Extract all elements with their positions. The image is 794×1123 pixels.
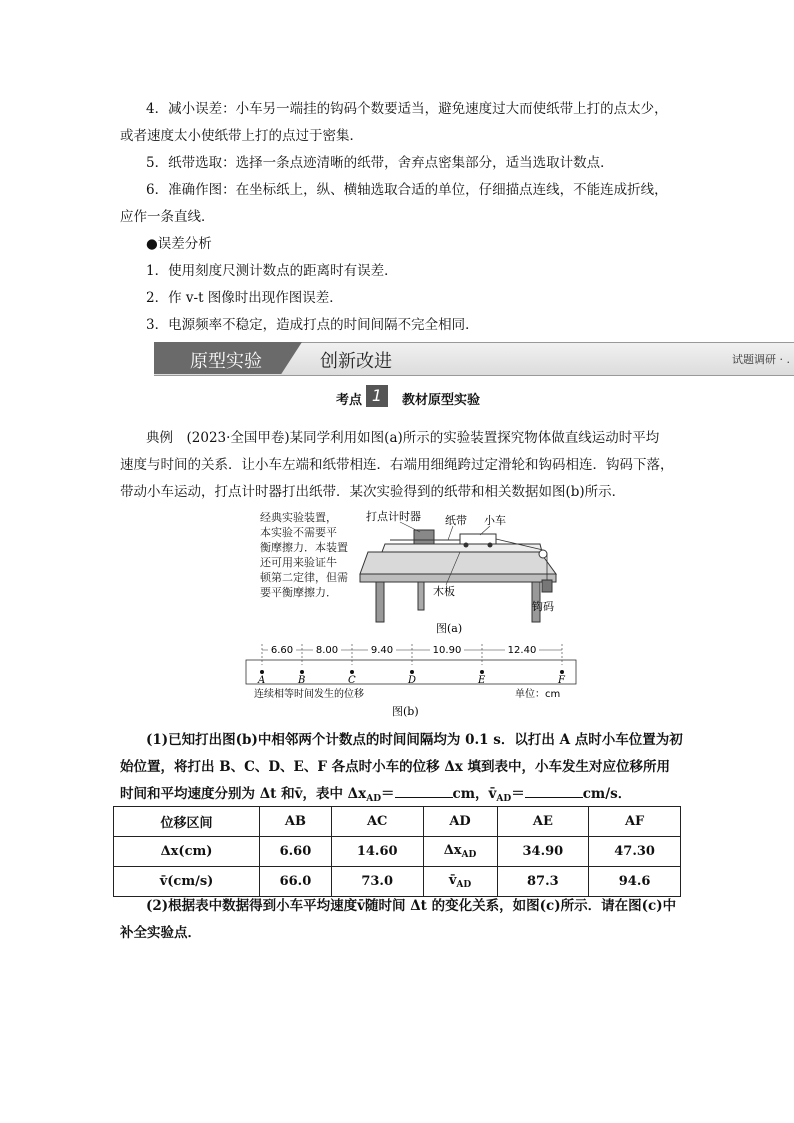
banner-right-title: 创新改进 — [320, 351, 392, 372]
paragraph-line: 5．纸带选取：选择一条点迹清晰的纸带，舍弃点密集部分，适当选取计数点． — [146, 155, 614, 171]
q1-text: cm/s． — [582, 786, 632, 802]
q1-text: ＝ — [381, 786, 395, 802]
q1-text: ＝ — [511, 786, 525, 802]
apparatus-svg — [240, 500, 580, 722]
paragraph-line: 2．作 v-t 图像时出现作图误差． — [146, 290, 343, 306]
example-line: 典例 (2023·全国甲卷)某同学利用如图(a)所示的实验装置探究物体做直线运动时平均 — [146, 430, 660, 446]
table-cell: 94.6 — [589, 867, 681, 897]
section-heading: ●误差分析 — [146, 236, 212, 252]
caption-b: 图(b) — [392, 705, 419, 718]
note-line: 顿第二定律，但需 — [260, 571, 348, 584]
section-banner — [154, 342, 794, 374]
q1-text: ，表中 Δx — [302, 786, 367, 802]
cart-wheel — [464, 543, 469, 548]
wooden-board — [382, 544, 542, 552]
caption-a: 图(a) — [436, 622, 463, 635]
label-timer: 打点计时器 — [366, 510, 421, 523]
cart — [460, 534, 496, 544]
example-line: 速度与时间的关系．让小车左端和纸带相连．右端用细绳跨过定滑轮和钩码相连．钩码下落， — [120, 457, 674, 473]
q1-text: 时间和平均速度分别为 Δt 和 — [120, 786, 295, 802]
banner-left-title: 原型实验 — [190, 351, 262, 372]
tape-point-label: D — [408, 675, 417, 686]
paragraph-line: 或者速度太小使纸带上打的点过于密集． — [120, 128, 363, 144]
label-cart: 小车 — [484, 514, 506, 527]
table-header-cell: 位移区间 — [114, 807, 260, 837]
paragraph-line: 4．减小误差：小车另一端挂的钩码个数要适当，避免速度过大而使纸带上打的点太少， — [146, 101, 668, 117]
tape-point-label: C — [348, 675, 356, 686]
table-header-cell: AD — [423, 807, 497, 837]
example-line: 带动小车运动，打点计时器打出纸带．某次实验得到的纸带和相关数据如图(b)所示． — [120, 484, 626, 500]
segment-label: 9.40 — [370, 645, 394, 656]
table-cell-blank[interactable]: $\Delta x_{AD}$ — [423, 837, 497, 867]
kaodian-number-badge: 1 — [366, 385, 388, 407]
tape-dot — [260, 670, 264, 674]
tape-dot — [350, 670, 354, 674]
label-tape: 纸带 — [445, 514, 467, 527]
answer-blank[interactable] — [395, 797, 453, 798]
note-line: 衡摩擦力．本装置 — [260, 541, 348, 554]
tape-dot — [480, 670, 484, 674]
answer-blank[interactable] — [525, 797, 583, 798]
table-header-cell: AF — [589, 807, 681, 837]
table-row — [114, 837, 681, 867]
cart-wheel — [488, 543, 493, 548]
table-edge — [360, 574, 556, 582]
tape-unit: 单位：cm — [515, 689, 561, 700]
vbar-symbol: v̄ — [488, 786, 497, 802]
kaodian-title: 教材原型实验 — [402, 393, 481, 408]
question-line: 补全实验点． — [120, 925, 201, 941]
table-cell: 47.30 — [589, 837, 681, 867]
tape-point-label: E — [478, 675, 486, 686]
table-cell: 66.0 — [260, 867, 332, 897]
table-cell: 34.90 — [497, 837, 589, 867]
table-leg — [418, 582, 424, 610]
question-line: (2)根据表中数据得到小车平均速度v̄随时间 Δt 的变化关系，如图(c)所示．请在图(c)中 — [146, 898, 677, 914]
table-header-cell: AE — [497, 807, 589, 837]
paragraph-line: 1．使用刻度尺测计数点的距离时有误差． — [146, 263, 398, 279]
table-row — [114, 807, 681, 837]
table-cell: 14.60 — [331, 837, 423, 867]
table-leg — [376, 582, 384, 622]
tape-point-label: F — [558, 675, 565, 686]
kaodian-label: 考点 — [336, 393, 363, 408]
segment-label: 8.00 — [315, 645, 339, 656]
label-weight: 钩码 — [532, 600, 554, 613]
paragraph-line: 6．准确作图：在坐标纸上，纵、横轴选取合适的单位，仔细描点连线，不能连成折线， — [146, 182, 668, 198]
table-top — [360, 552, 556, 574]
segment-label: 10.90 — [432, 645, 462, 656]
experiment-figure — [240, 500, 580, 722]
table-cell: v̄(cm/s) — [114, 867, 260, 897]
table-cell-blank[interactable]: $v̄_{AD}$ — [423, 867, 497, 897]
tape-dot — [300, 670, 304, 674]
subscript: AD — [366, 794, 382, 804]
tape-point-label: A — [258, 675, 266, 686]
table-header-cell: AB — [260, 807, 332, 837]
tape-dot — [560, 670, 564, 674]
segment-label: 6.60 — [270, 645, 294, 656]
tape-point-label: B — [298, 675, 306, 686]
question-line — [120, 785, 631, 808]
timer-device — [414, 530, 434, 544]
banner-tag: 试题调研 · . — [732, 353, 790, 366]
table-cell: 87.3 — [497, 867, 589, 897]
hook-weight — [542, 580, 552, 592]
question-line: 始位置，将打出 B、C、D、E、F 各点时小车的位移 Δx 填到表中，小车发生对应位移所用 — [120, 759, 671, 775]
table-row — [114, 867, 681, 897]
tape-note: 连续相等时间发生的位移 — [254, 689, 364, 700]
note-line: 还可用来验证牛 — [260, 556, 337, 569]
paragraph-line: 3．电源频率不稳定，造成打点的时间间隔不完全相同． — [146, 317, 479, 333]
paragraph-line: 应作一条直线． — [120, 209, 215, 225]
q1-text: cm， — [452, 786, 489, 802]
tape-dot — [410, 670, 414, 674]
pulley — [539, 550, 547, 558]
data-table — [113, 806, 681, 897]
table-cell: 6.60 — [260, 837, 332, 867]
subscript: AD — [496, 794, 512, 804]
note-line: 经典实验装置， — [260, 511, 337, 524]
question-line: (1)已知打出图(b)中相邻两个计数点的时间间隔均为 0.1 s．以打出 A 点时小车位置为初 — [146, 732, 683, 748]
table-header-cell: AC — [331, 807, 423, 837]
note-line: 本实验不需要平 — [260, 526, 337, 539]
label-board: 木板 — [433, 585, 455, 598]
table-cell: 73.0 — [331, 867, 423, 897]
vbar-symbol: v̄ — [294, 786, 303, 802]
segment-label: 12.40 — [507, 645, 537, 656]
table-cell: Δx(cm) — [114, 837, 260, 867]
note-line: 要平衡摩擦力． — [260, 586, 337, 599]
